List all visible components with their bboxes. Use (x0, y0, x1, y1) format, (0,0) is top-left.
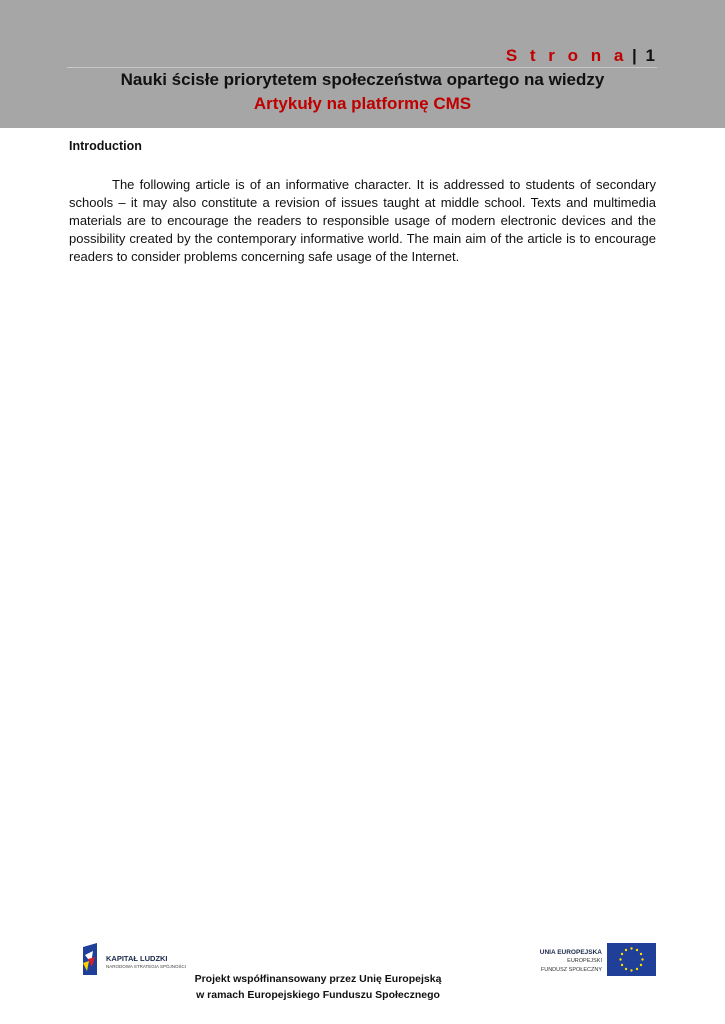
header-rule (67, 67, 657, 68)
kapital-ludzki-subtitle: NARODOWA STRATEGIA SPÓJNOŚCI (106, 964, 187, 969)
eu-flag-icon (607, 943, 656, 976)
kapital-ludzki-title: KAPITAŁ LUDZKI (106, 954, 168, 963)
document-subtitle: Artykuły na platformę CMS (253, 94, 472, 113)
funding-line-1: Projekt współfinansowany przez Unię Europejską (194, 973, 442, 985)
page-separator: | (632, 46, 637, 65)
intro-paragraph: The following article is of an informative character. It is addressed to students of secondary schools – it may also constitute a revision of issues taught at middle school. Texts and multimedia materials are to encourage the readers to responsible usage of modern electronic devices and the possibility created by the contemporary informative world. The main aim of the article is to encourage readers to consider problems concerning safe usage of the Internet. (69, 177, 656, 264)
section-heading: Introduction (69, 139, 142, 153)
eu-line1: UNIA EUROPEJSKA (539, 949, 602, 956)
page-number-value: 1 (645, 46, 655, 65)
page-word: S t r o n a (505, 46, 628, 65)
eu-line2: EUROPEJSKI (567, 958, 602, 964)
document-title: Nauki ścisłe priorytetem społeczeństwa opartego na wiedzy (120, 70, 605, 89)
eu-logo-text (540, 948, 602, 975)
funding-line-2: w ramach Europejskiego Funduszu Społecznego (196, 989, 440, 1001)
page-number (506, 46, 655, 66)
eu-line3: FUNDUSZ SPOŁECZNY (540, 967, 602, 973)
